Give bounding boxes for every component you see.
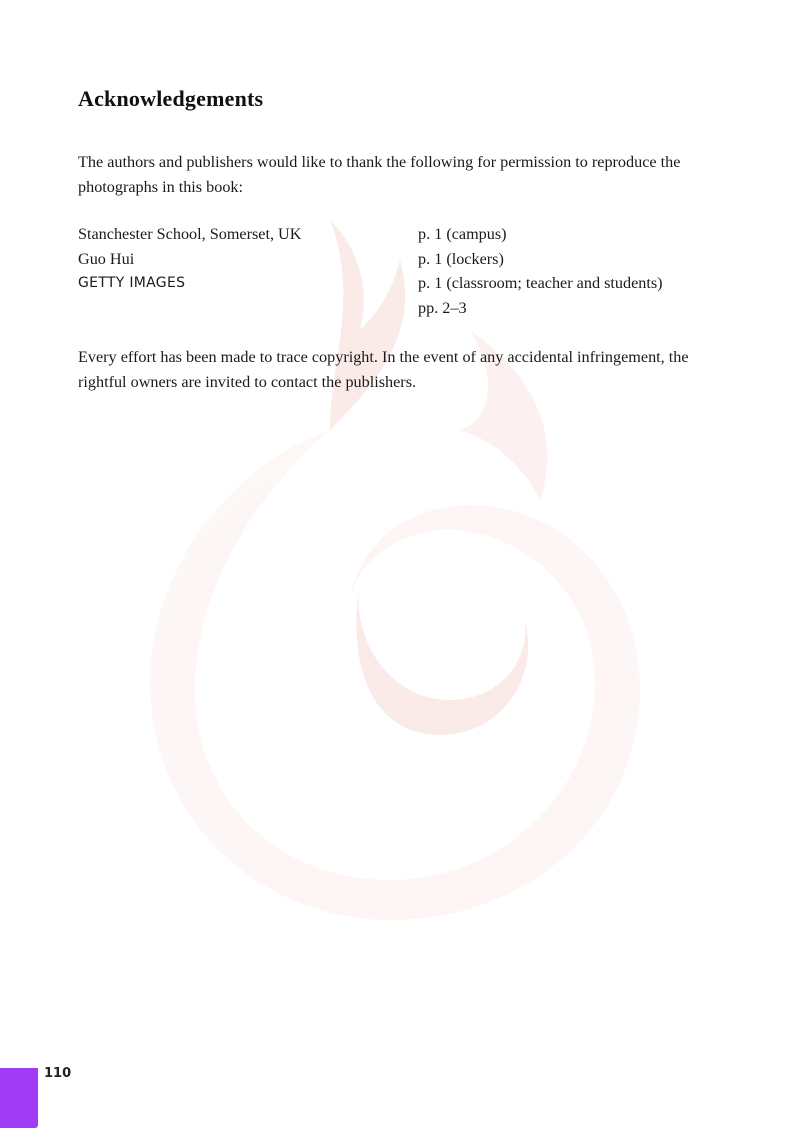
- credit-source: Guo Hui: [78, 249, 135, 268]
- intro-paragraph: The authors and publishers would like to thank the following for permission to reproduce the photographs in this book:: [78, 153, 681, 196]
- page-title: Acknowledgements: [78, 86, 264, 111]
- closing-paragraph: Every effort has been made to trace copyright. In the event of any accidental infringement, the rightful owners are invited to contact the publishers.: [78, 348, 689, 391]
- credit-page-ref: p. 1 (classroom; teacher and students): [418, 274, 663, 292]
- credit-row: [78, 222, 718, 247]
- credit-source: GETTY IMAGES: [78, 275, 186, 291]
- credit-row: [78, 247, 718, 272]
- credit-page-ref: p. 1 (campus): [418, 225, 507, 243]
- page-tab-marker: [0, 1068, 38, 1128]
- credit-source: Stanchester School, Somerset, UK: [78, 225, 302, 243]
- photo-credits-list: [78, 222, 718, 320]
- credit-row: [78, 271, 718, 296]
- credit-row: [78, 296, 718, 321]
- credit-page-ref: p. 1 (lockers): [418, 249, 504, 268]
- page-number: 110: [44, 1066, 72, 1081]
- credit-source: [78, 296, 418, 321]
- credit-page-ref: pp. 2–3: [418, 298, 467, 317]
